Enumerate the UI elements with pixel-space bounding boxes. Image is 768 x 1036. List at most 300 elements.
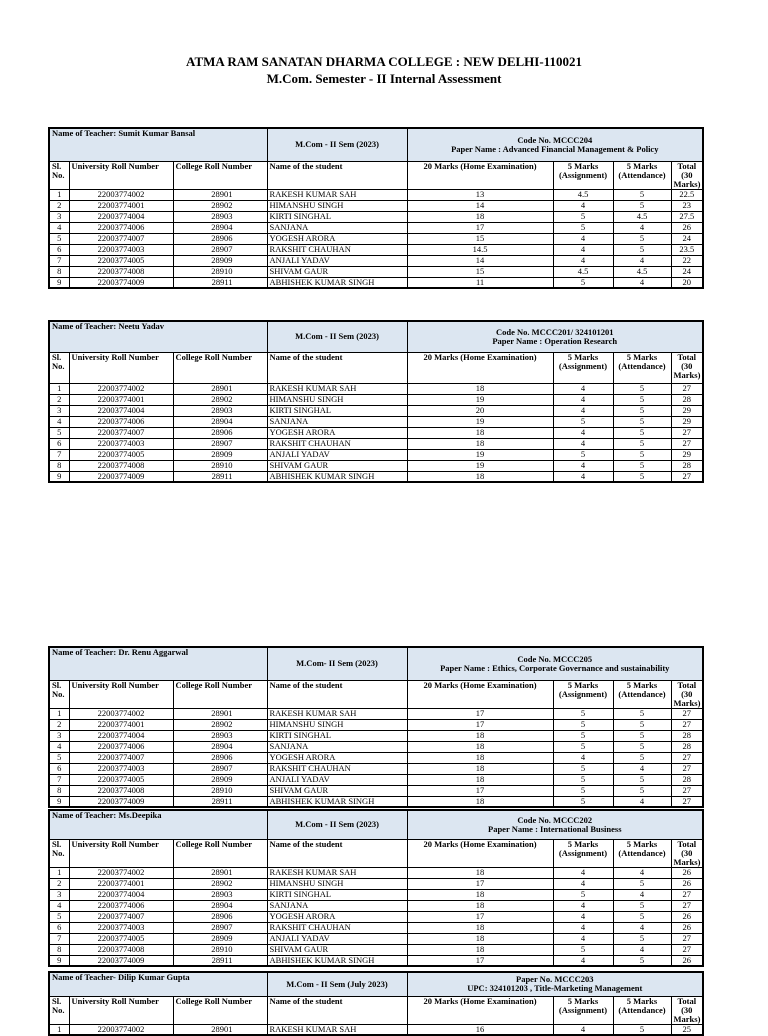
university-roll-cell: 22003774007	[69, 752, 173, 763]
home-exam-marks-cell: 17	[407, 719, 553, 730]
table-header-row	[49, 972, 703, 996]
table-row	[49, 911, 703, 922]
table-row	[49, 796, 703, 807]
attendance-marks-cell: 4.5	[613, 266, 671, 277]
table-row	[49, 189, 703, 200]
table-row	[49, 922, 703, 933]
paper-code: Code No. MCCC205	[517, 653, 593, 664]
sl-no-cell: 8	[49, 785, 69, 796]
attendance-marks-cell: 4	[613, 867, 671, 878]
total-marks-cell: 28	[671, 730, 703, 741]
assignment-marks-cell: 4	[553, 471, 613, 482]
assignment-marks-cell: 4	[553, 1024, 613, 1035]
total-marks-cell: 28	[671, 741, 703, 752]
table-row	[49, 785, 703, 796]
total-marks-cell: 26	[671, 878, 703, 889]
college-roll-cell: 28902	[173, 719, 267, 730]
attendance-marks-cell: 5	[613, 752, 671, 763]
student-name-cell: SANJANA	[267, 222, 407, 233]
table-row	[49, 774, 703, 785]
attendance-marks-cell: 5	[613, 774, 671, 785]
assignment-marks-cell: 5	[553, 708, 613, 719]
student-name-cell: KIRTI SINGHAL	[267, 405, 407, 416]
college-roll-header: College Roll Number	[173, 680, 267, 708]
student-name-cell: RAKESH KUMAR SAH	[267, 708, 407, 719]
university-roll-cell: 22003774005	[69, 933, 173, 944]
university-roll-header: University Roll Number	[69, 680, 173, 708]
college-roll-cell: 28901	[173, 189, 267, 200]
marks-table	[48, 809, 704, 967]
marks-table	[48, 646, 704, 808]
paper-name: Paper Name : Operation Research	[492, 335, 618, 346]
attendance-marks-cell: 4.5	[613, 211, 671, 222]
student-name-cell: KIRTI SINGHAL	[267, 730, 407, 741]
university-roll-cell: 22003774001	[69, 719, 173, 730]
student-name-header: Name of the student	[267, 839, 407, 867]
table-row	[49, 222, 703, 233]
attendance-marks-cell: 4	[613, 922, 671, 933]
student-name-header: Name of the student	[267, 680, 407, 708]
college-roll-cell: 28907	[173, 438, 267, 449]
attendance-marks-header: 5 Marks (Attendance)	[613, 161, 671, 189]
college-roll-cell: 28903	[173, 889, 267, 900]
university-roll-cell: 22003774005	[69, 449, 173, 460]
home-exam-marks-cell: 19	[407, 416, 553, 427]
assignment-marks-cell: 4	[553, 244, 613, 255]
total-marks-cell: 27	[671, 785, 703, 796]
sl-no-cell: 4	[49, 900, 69, 911]
total-marks-header: Total (30 Marks)	[671, 352, 703, 383]
student-name-header: Name of the student	[267, 161, 407, 189]
college-roll-cell: 28911	[173, 471, 267, 482]
attendance-marks-cell: 5	[613, 1024, 671, 1035]
college-roll-cell: 28903	[173, 405, 267, 416]
table-row	[49, 438, 703, 449]
semester-label: M.Com - II Sem (2023)	[267, 321, 407, 352]
student-name-cell: ABHISHEK KUMAR SINGH	[267, 277, 407, 288]
table-row	[49, 449, 703, 460]
attendance-marks-header: 5 Marks (Attendance)	[613, 996, 671, 1024]
total-marks-cell: 27	[671, 752, 703, 763]
university-roll-cell: 22003774002	[69, 1024, 173, 1035]
assessment-title: M.Com. Semester - II Internal Assessment	[266, 71, 502, 86]
attendance-marks-cell: 4	[613, 277, 671, 288]
home-exam-marks-cell: 18	[407, 741, 553, 752]
student-name-cell: ANJALI YADAV	[267, 774, 407, 785]
university-roll-cell: 22003774003	[69, 763, 173, 774]
student-name-cell: RAKSHIT CHAUHAN	[267, 763, 407, 774]
column-header-row	[49, 839, 703, 867]
college-roll-cell: 28906	[173, 233, 267, 244]
marks-table	[48, 971, 704, 1036]
total-marks-cell: 20	[671, 277, 703, 288]
home-exam-marks-cell: 18	[407, 427, 553, 438]
assignment-marks-cell: 5	[553, 763, 613, 774]
home-exam-marks-cell: 20	[407, 405, 553, 416]
student-name-cell: RAKSHIT CHAUHAN	[267, 922, 407, 933]
university-roll-header: University Roll Number	[69, 352, 173, 383]
home-exam-marks-header: 20 Marks (Home Examination)	[407, 161, 553, 189]
attendance-marks-cell: 5	[613, 911, 671, 922]
sl-no-cell: 2	[49, 394, 69, 405]
teacher-name: Name of Teacher: Neetu Yadav	[52, 321, 165, 331]
home-exam-marks-header: 20 Marks (Home Examination)	[407, 839, 553, 867]
student-name-cell: ABHISHEK KUMAR SINGH	[267, 796, 407, 807]
college-roll-cell: 28909	[173, 933, 267, 944]
college-roll-cell: 28909	[173, 255, 267, 266]
college-roll-header: College Roll Number	[173, 839, 267, 867]
student-name-cell: YOGESH ARORA	[267, 233, 407, 244]
student-name-cell: SANJANA	[267, 416, 407, 427]
table-row	[49, 1024, 703, 1035]
total-marks-cell: 27	[671, 438, 703, 449]
sl-no-cell: 8	[49, 266, 69, 277]
home-exam-marks-cell: 14	[407, 255, 553, 266]
table-row	[49, 255, 703, 266]
assignment-marks-cell: 5	[553, 730, 613, 741]
home-exam-marks-cell: 18	[407, 922, 553, 933]
university-roll-cell: 22003774007	[69, 233, 173, 244]
sl-no-cell: 9	[49, 277, 69, 288]
university-roll-cell: 22003774008	[69, 944, 173, 955]
total-marks-cell: 28	[671, 460, 703, 471]
assignment-marks-cell: 4	[553, 878, 613, 889]
table-row	[49, 719, 703, 730]
student-name-cell: RAKESH KUMAR SAH	[267, 867, 407, 878]
college-roll-header: College Roll Number	[173, 996, 267, 1024]
total-marks-cell: 27	[671, 796, 703, 807]
student-name-header: Name of the student	[267, 352, 407, 383]
sl-no-cell: 4	[49, 741, 69, 752]
university-roll-cell: 22003774006	[69, 416, 173, 427]
home-exam-marks-cell: 14	[407, 200, 553, 211]
attendance-marks-cell: 5	[613, 427, 671, 438]
sl-no-cell: 3	[49, 730, 69, 741]
attendance-marks-cell: 5	[613, 233, 671, 244]
college-roll-cell: 28904	[173, 741, 267, 752]
paper-code: Code No. MCCC204	[517, 134, 593, 145]
semester-label: M.Com - II Sem (July 2023)	[267, 972, 407, 996]
student-name-cell: KIRTI SINGHAL	[267, 889, 407, 900]
college-roll-cell: 28909	[173, 449, 267, 460]
assignment-marks-header: 5 Marks (Assignment)	[553, 352, 613, 383]
sl-no-header: Sl. No.	[49, 996, 69, 1024]
paper-info-cell	[407, 321, 703, 352]
attendance-marks-cell: 4	[613, 889, 671, 900]
student-name-cell: SHIVAM GAUR	[267, 266, 407, 277]
college-roll-cell: 28901	[173, 1024, 267, 1035]
college-roll-cell: 28909	[173, 774, 267, 785]
total-marks-cell: 27	[671, 708, 703, 719]
home-exam-marks-header: 20 Marks (Home Examination)	[407, 680, 553, 708]
assignment-marks-cell: 4	[553, 427, 613, 438]
attendance-marks-cell: 5	[613, 955, 671, 966]
assignment-marks-cell: 4	[553, 867, 613, 878]
total-marks-cell: 29	[671, 449, 703, 460]
assessment-table-1	[48, 127, 702, 289]
assignment-marks-cell: 5	[553, 211, 613, 222]
assignment-marks-cell: 4	[553, 752, 613, 763]
column-header-row	[49, 680, 703, 708]
attendance-marks-cell: 5	[613, 460, 671, 471]
student-name-cell: ABHISHEK KUMAR SINGH	[267, 955, 407, 966]
table-row	[49, 730, 703, 741]
total-marks-cell: 26	[671, 955, 703, 966]
university-roll-cell: 22003774003	[69, 922, 173, 933]
attendance-marks-cell: 5	[613, 878, 671, 889]
total-marks-cell: 27	[671, 383, 703, 394]
attendance-marks-cell: 5	[613, 244, 671, 255]
paper-info-cell	[407, 647, 703, 680]
college-roll-header: College Roll Number	[173, 161, 267, 189]
college-title: ATMA RAM SANATAN DHARMA COLLEGE : NEW DELHI-110021	[186, 54, 582, 69]
home-exam-marks-cell: 17	[407, 911, 553, 922]
home-exam-marks-cell: 17	[407, 785, 553, 796]
teacher-name: Name of Teacher: Sumit Kumar Bansal	[52, 128, 196, 138]
student-name-cell: ANJALI YADAV	[267, 933, 407, 944]
assignment-marks-header: 5 Marks (Assignment)	[553, 161, 613, 189]
home-exam-marks-cell: 17	[407, 878, 553, 889]
total-marks-header: Total (30 Marks)	[671, 839, 703, 867]
student-name-header: Name of the student	[267, 996, 407, 1024]
table-row	[49, 889, 703, 900]
home-exam-marks-cell: 18	[407, 796, 553, 807]
assignment-marks-cell: 5	[553, 277, 613, 288]
sl-no-cell: 3	[49, 211, 69, 222]
total-marks-cell: 24	[671, 266, 703, 277]
home-exam-marks-cell: 17	[407, 222, 553, 233]
sl-no-cell: 6	[49, 438, 69, 449]
assignment-marks-header: 5 Marks (Assignment)	[553, 839, 613, 867]
home-exam-marks-cell: 19	[407, 449, 553, 460]
college-roll-cell: 28910	[173, 944, 267, 955]
total-marks-cell: 27	[671, 889, 703, 900]
assignment-marks-cell: 5	[553, 796, 613, 807]
table-header-row	[49, 321, 703, 352]
university-roll-cell: 22003774001	[69, 394, 173, 405]
assignment-marks-cell: 5	[553, 416, 613, 427]
teacher-name-cell	[49, 647, 267, 680]
university-roll-cell: 22003774004	[69, 405, 173, 416]
sl-no-cell: 6	[49, 244, 69, 255]
student-name-cell: RAKESH KUMAR SAH	[267, 383, 407, 394]
attendance-marks-cell: 5	[613, 200, 671, 211]
table-row	[49, 383, 703, 394]
table-row	[49, 867, 703, 878]
column-header-row	[49, 352, 703, 383]
attendance-marks-header: 5 Marks (Attendance)	[613, 839, 671, 867]
table-row	[49, 471, 703, 482]
attendance-marks-cell: 5	[613, 900, 671, 911]
paper-name: Paper Name : Advanced Financial Management & Policy	[451, 143, 659, 154]
total-marks-cell: 27	[671, 933, 703, 944]
student-name-cell: KIRTI SINGHAL	[267, 211, 407, 222]
total-marks-cell: 24	[671, 233, 703, 244]
attendance-marks-cell: 4	[613, 944, 671, 955]
sl-no-cell: 5	[49, 233, 69, 244]
assignment-marks-cell: 4.5	[553, 189, 613, 200]
column-header-row	[49, 161, 703, 189]
assignment-marks-cell: 4	[553, 911, 613, 922]
sl-no-cell: 5	[49, 911, 69, 922]
home-exam-marks-cell: 18	[407, 730, 553, 741]
home-exam-marks-cell: 11	[407, 277, 553, 288]
table-row	[49, 266, 703, 277]
home-exam-marks-cell: 14.5	[407, 244, 553, 255]
teacher-name: Name of Teacher- Dilip Kumar Gupta	[52, 972, 190, 982]
student-name-cell: RAKSHIT CHAUHAN	[267, 438, 407, 449]
table-row	[49, 752, 703, 763]
university-roll-cell: 22003774004	[69, 730, 173, 741]
student-name-cell: SANJANA	[267, 900, 407, 911]
total-marks-header: Total (30 Marks)	[671, 996, 703, 1024]
total-marks-header: Total (30 Marks)	[671, 680, 703, 708]
paper-name: UPC: 324101203 , Title-Marketing Management	[467, 983, 643, 994]
semester-label: M.Com - II Sem (2023)	[267, 810, 407, 839]
university-roll-cell: 22003774009	[69, 277, 173, 288]
total-marks-cell: 22	[671, 255, 703, 266]
sl-no-cell: 6	[49, 922, 69, 933]
sl-no-header: Sl. No.	[49, 680, 69, 708]
assignment-marks-cell: 4	[553, 405, 613, 416]
assignment-marks-cell: 4	[553, 900, 613, 911]
assignment-marks-cell: 4	[553, 200, 613, 211]
paper-name: Paper Name : Ethics, Corporate Governance and sustainability	[440, 662, 670, 673]
university-roll-cell: 22003774009	[69, 796, 173, 807]
student-name-cell: ABHISHEK KUMAR SINGH	[267, 471, 407, 482]
university-roll-cell: 22003774003	[69, 244, 173, 255]
home-exam-marks-cell: 18	[407, 763, 553, 774]
university-roll-cell: 22003774007	[69, 427, 173, 438]
assignment-marks-cell: 5	[553, 774, 613, 785]
teacher-name: Name of Teacher: Dr. Renu Aggarwal	[52, 647, 189, 657]
attendance-marks-cell: 5	[613, 416, 671, 427]
marks-table	[48, 127, 704, 289]
assignment-marks-cell: 4	[553, 460, 613, 471]
paper-info-cell	[407, 810, 703, 839]
college-roll-cell: 28907	[173, 244, 267, 255]
paper-code: Code No. MCCC201/ 324101201	[495, 326, 614, 337]
student-name-cell: SHIVAM GAUR	[267, 785, 407, 796]
sl-no-cell: 4	[49, 222, 69, 233]
college-roll-cell: 28904	[173, 222, 267, 233]
semester-label: M.Com - II Sem (2023)	[267, 128, 407, 161]
table-row	[49, 200, 703, 211]
total-marks-cell: 27	[671, 471, 703, 482]
home-exam-marks-cell: 19	[407, 394, 553, 405]
sl-no-cell: 2	[49, 200, 69, 211]
table-row	[49, 416, 703, 427]
attendance-marks-cell: 5	[613, 383, 671, 394]
table-header-row	[49, 128, 703, 161]
table-row	[49, 955, 703, 966]
total-marks-cell: 26	[671, 922, 703, 933]
student-name-cell: RAKSHIT CHAUHAN	[267, 244, 407, 255]
total-marks-cell: 27	[671, 763, 703, 774]
university-roll-cell: 22003774006	[69, 222, 173, 233]
college-roll-cell: 28906	[173, 752, 267, 763]
home-exam-marks-cell: 18	[407, 900, 553, 911]
college-roll-cell: 28911	[173, 955, 267, 966]
sl-no-cell: 3	[49, 405, 69, 416]
college-roll-cell: 28904	[173, 416, 267, 427]
college-roll-cell: 28911	[173, 277, 267, 288]
student-name-cell: ANJALI YADAV	[267, 449, 407, 460]
attendance-marks-cell: 5	[613, 741, 671, 752]
university-roll-cell: 22003774001	[69, 200, 173, 211]
assignment-marks-header: 5 Marks (Assignment)	[553, 680, 613, 708]
university-roll-cell: 22003774008	[69, 266, 173, 277]
university-roll-cell: 22003774003	[69, 438, 173, 449]
attendance-marks-cell: 5	[613, 189, 671, 200]
attendance-marks-cell: 4	[613, 763, 671, 774]
sl-no-cell: 4	[49, 416, 69, 427]
sl-no-cell: 2	[49, 719, 69, 730]
paper-info-cell	[407, 972, 703, 996]
assignment-marks-cell: 5	[553, 785, 613, 796]
assignment-marks-cell: 4	[553, 383, 613, 394]
sl-no-cell: 1	[49, 867, 69, 878]
total-marks-cell: 29	[671, 405, 703, 416]
home-exam-marks-cell: 17	[407, 955, 553, 966]
home-exam-marks-cell: 18	[407, 211, 553, 222]
college-roll-cell: 28903	[173, 730, 267, 741]
total-marks-cell: 25	[671, 1024, 703, 1035]
table-row	[49, 933, 703, 944]
total-marks-cell: 27	[671, 719, 703, 730]
home-exam-marks-cell: 18	[407, 752, 553, 763]
sl-no-cell: 1	[49, 189, 69, 200]
sl-no-cell: 5	[49, 427, 69, 438]
university-roll-cell: 22003774005	[69, 255, 173, 266]
student-name-cell: YOGESH ARORA	[267, 427, 407, 438]
university-roll-cell: 22003774001	[69, 878, 173, 889]
total-marks-cell: 26	[671, 911, 703, 922]
home-exam-marks-cell: 13	[407, 189, 553, 200]
college-roll-cell: 28901	[173, 867, 267, 878]
home-exam-marks-cell: 19	[407, 460, 553, 471]
college-roll-cell: 28902	[173, 200, 267, 211]
teacher-name-cell	[49, 810, 267, 839]
home-exam-marks-header: 20 Marks (Home Examination)	[407, 352, 553, 383]
home-exam-marks-cell: 17	[407, 708, 553, 719]
total-marks-cell: 29	[671, 416, 703, 427]
attendance-marks-cell: 4	[613, 796, 671, 807]
college-roll-cell: 28901	[173, 708, 267, 719]
total-marks-cell: 23.5	[671, 244, 703, 255]
table-row	[49, 394, 703, 405]
student-name-cell: ANJALI YADAV	[267, 255, 407, 266]
home-exam-marks-cell: 18	[407, 774, 553, 785]
home-exam-marks-cell: 18	[407, 438, 553, 449]
sl-no-cell: 8	[49, 944, 69, 955]
attendance-marks-cell: 5	[613, 708, 671, 719]
university-roll-cell: 22003774009	[69, 955, 173, 966]
assessment-table-5	[48, 971, 702, 1036]
student-name-cell: HIMANSHU SINGH	[267, 719, 407, 730]
assignment-marks-cell: 5	[553, 741, 613, 752]
assignment-marks-cell: 5	[553, 944, 613, 955]
university-roll-cell: 22003774002	[69, 867, 173, 878]
college-roll-cell: 28904	[173, 900, 267, 911]
sl-no-cell: 2	[49, 878, 69, 889]
home-exam-marks-cell: 18	[407, 944, 553, 955]
table-row	[49, 427, 703, 438]
sl-no-cell: 9	[49, 955, 69, 966]
total-marks-cell: 22.5	[671, 189, 703, 200]
college-roll-cell: 28902	[173, 394, 267, 405]
sl-no-cell: 7	[49, 449, 69, 460]
